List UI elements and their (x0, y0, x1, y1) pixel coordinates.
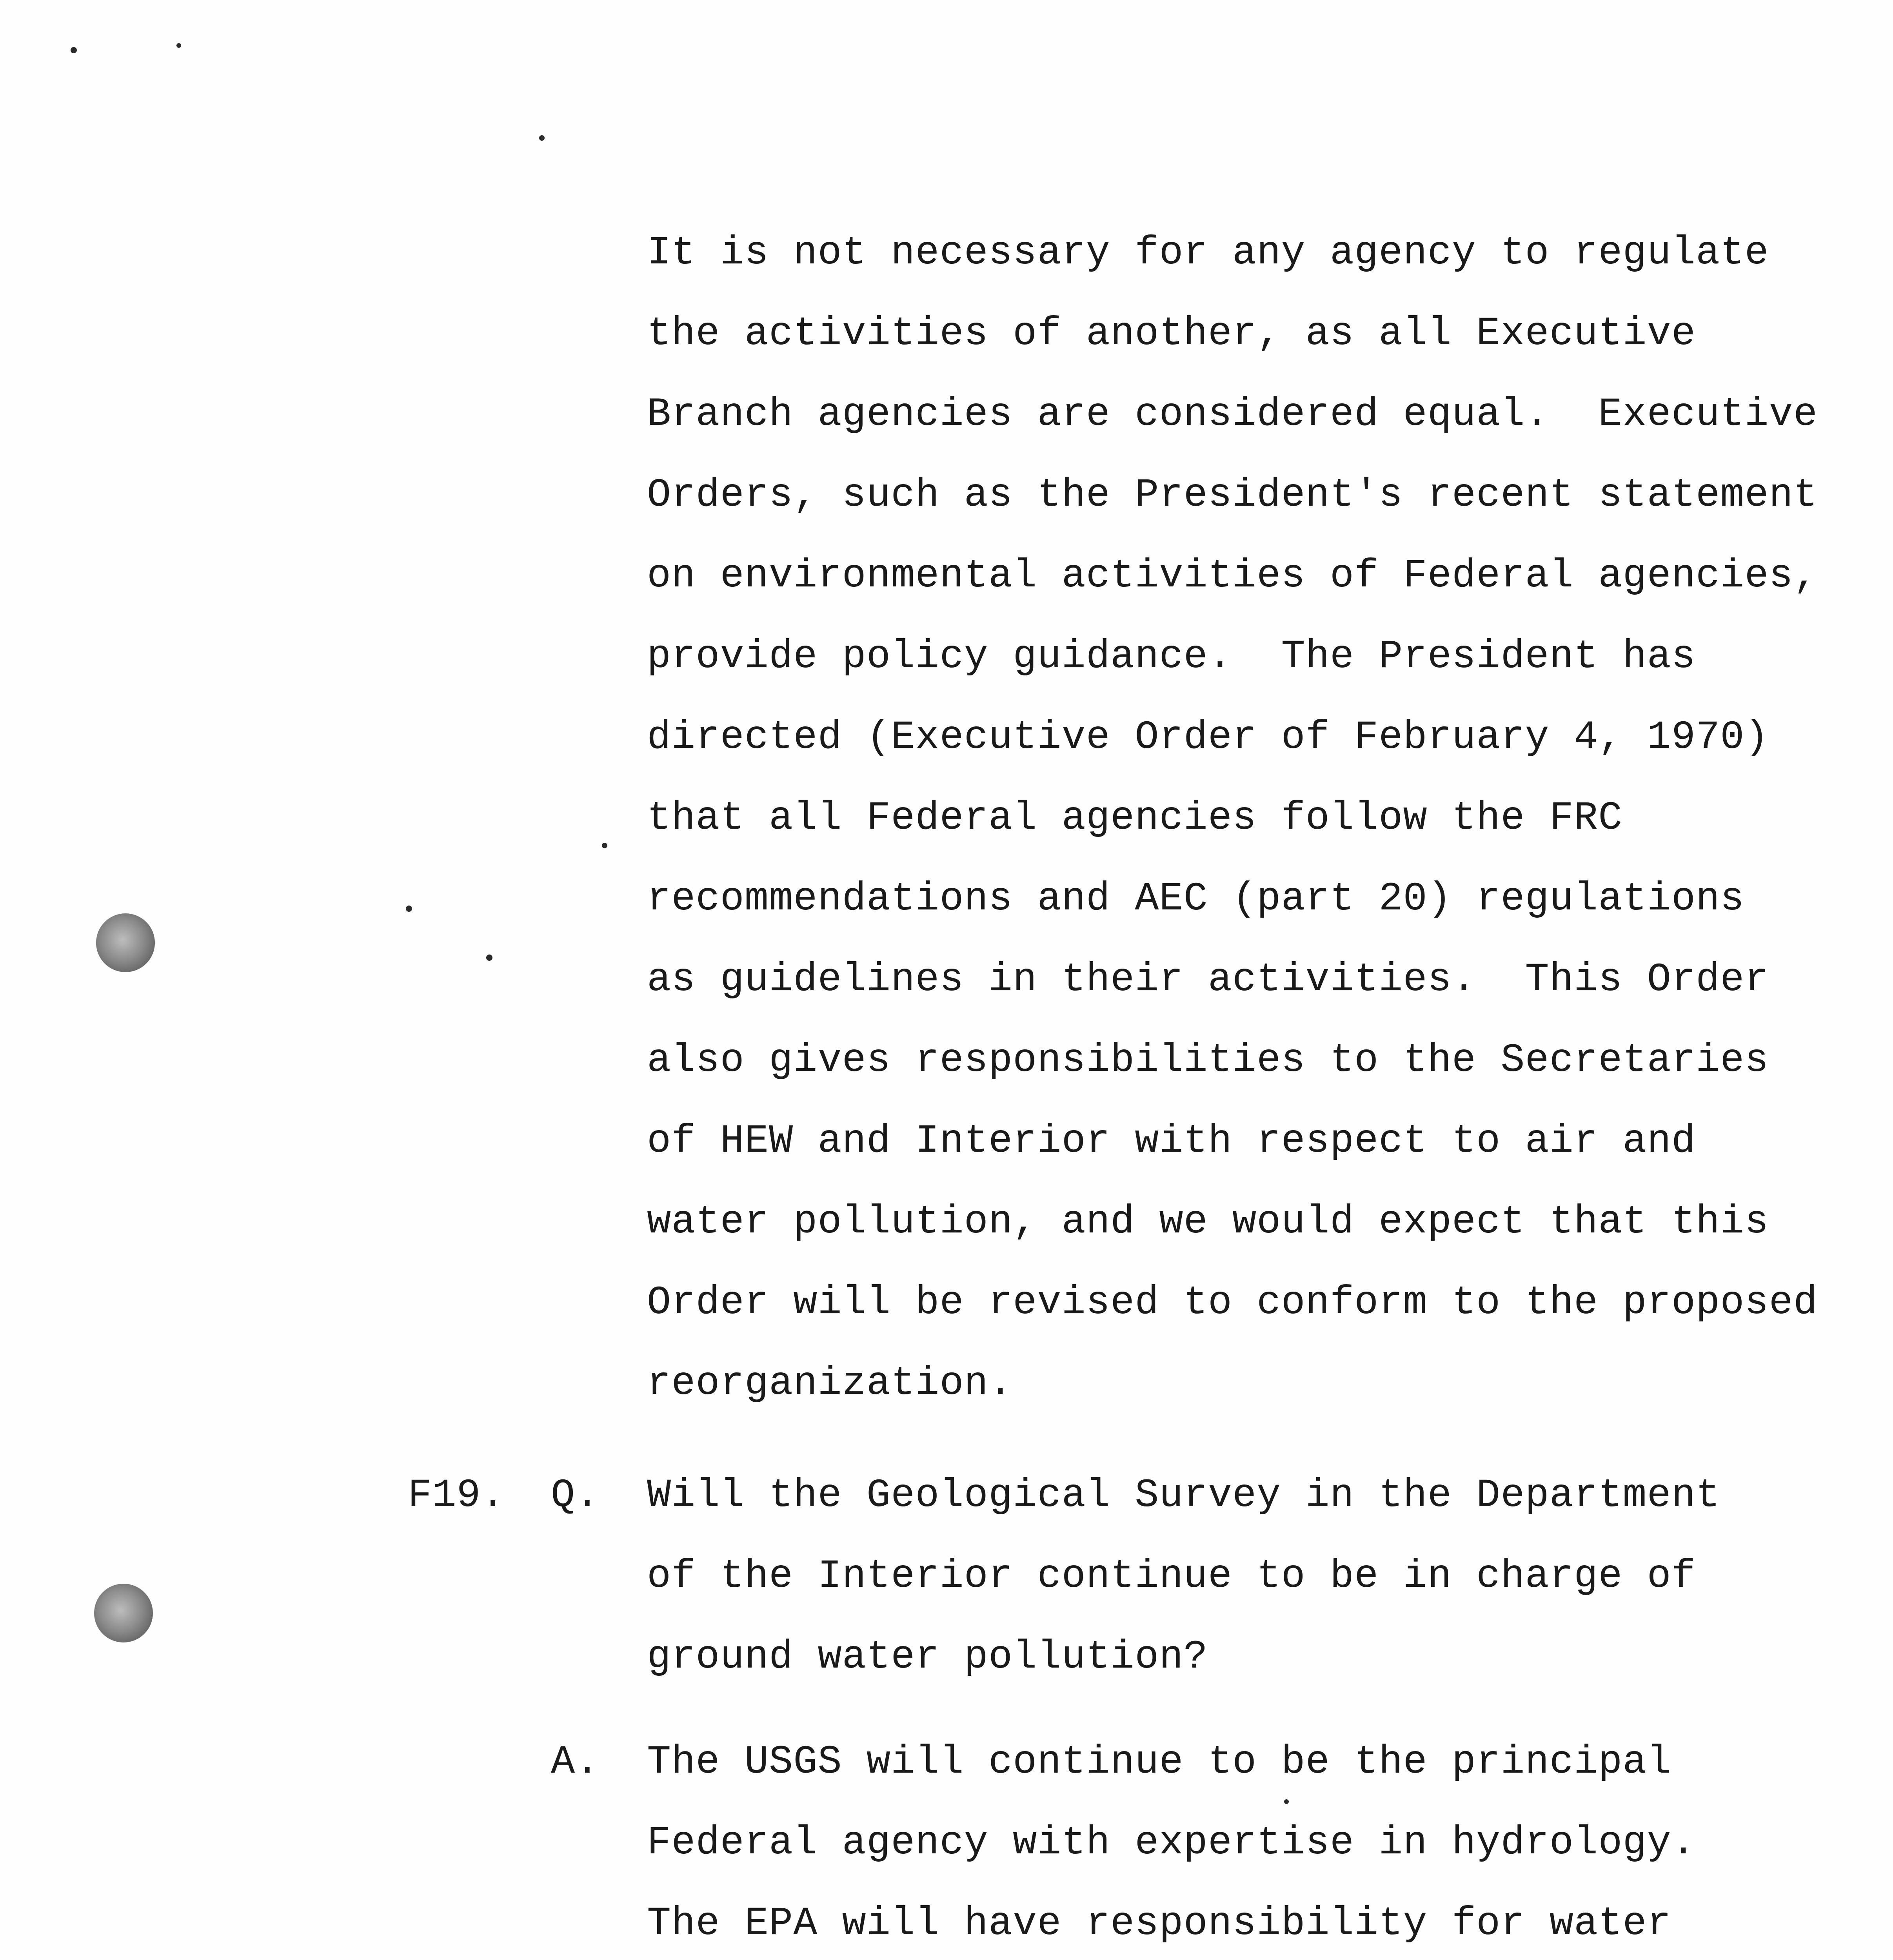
answer-line: Federal agency with expertise in hydrology. (647, 1820, 1696, 1866)
answer-marker: A. (551, 1739, 600, 1785)
intro-line: as guidelines in their activities. This Order (647, 957, 1769, 1002)
intro-line: of HEW and Interior with respect to air and (647, 1118, 1696, 1164)
intro-line: Orders, such as the President's recent statement (647, 472, 1818, 518)
scan-speck (602, 843, 607, 848)
scan-speck (176, 43, 181, 48)
intro-line: on environmental activities of Federal agencies, (647, 553, 1818, 599)
scan-speck (486, 955, 492, 961)
punch-hole-upper (96, 913, 155, 972)
answer-line: The EPA will have responsibility for water (647, 1901, 1671, 1946)
scan-speck (71, 47, 77, 53)
intro-line: provide policy guidance. The President has (647, 634, 1696, 679)
intro-line: Order will be revised to conform to the proposed (647, 1280, 1818, 1325)
item-number: F19. (408, 1473, 505, 1518)
intro-line: recommendations and AEC (part 20) regulations (647, 876, 1745, 922)
intro-line: reorganization. (647, 1361, 1013, 1406)
scan-speck (539, 135, 545, 141)
intro-line: also gives responsibilities to the Secretaries (647, 1038, 1769, 1083)
scan-speck (1284, 1799, 1289, 1804)
intro-line: It is not necessary for any agency to regulate (647, 230, 1769, 276)
intro-line: directed (Executive Order of February 4, 1970) (647, 715, 1769, 760)
intro-line: water pollution, and we would expect that this (647, 1199, 1769, 1245)
question-line: ground water pollution? (647, 1634, 1208, 1680)
intro-line: Branch agencies are considered equal. Executive (647, 392, 1818, 437)
answer-line: The USGS will continue to be the principal (647, 1739, 1671, 1785)
intro-line: that all Federal agencies follow the FRC (647, 795, 1623, 841)
question-line: Will the Geological Survey in the Department (647, 1473, 1720, 1518)
question-marker: Q. (551, 1473, 600, 1518)
question-line: of the Interior continue to be in charge of (647, 1553, 1696, 1599)
intro-line: the activities of another, as all Executive (647, 311, 1696, 356)
scan-speck (406, 906, 412, 912)
punch-hole-lower (94, 1584, 153, 1642)
